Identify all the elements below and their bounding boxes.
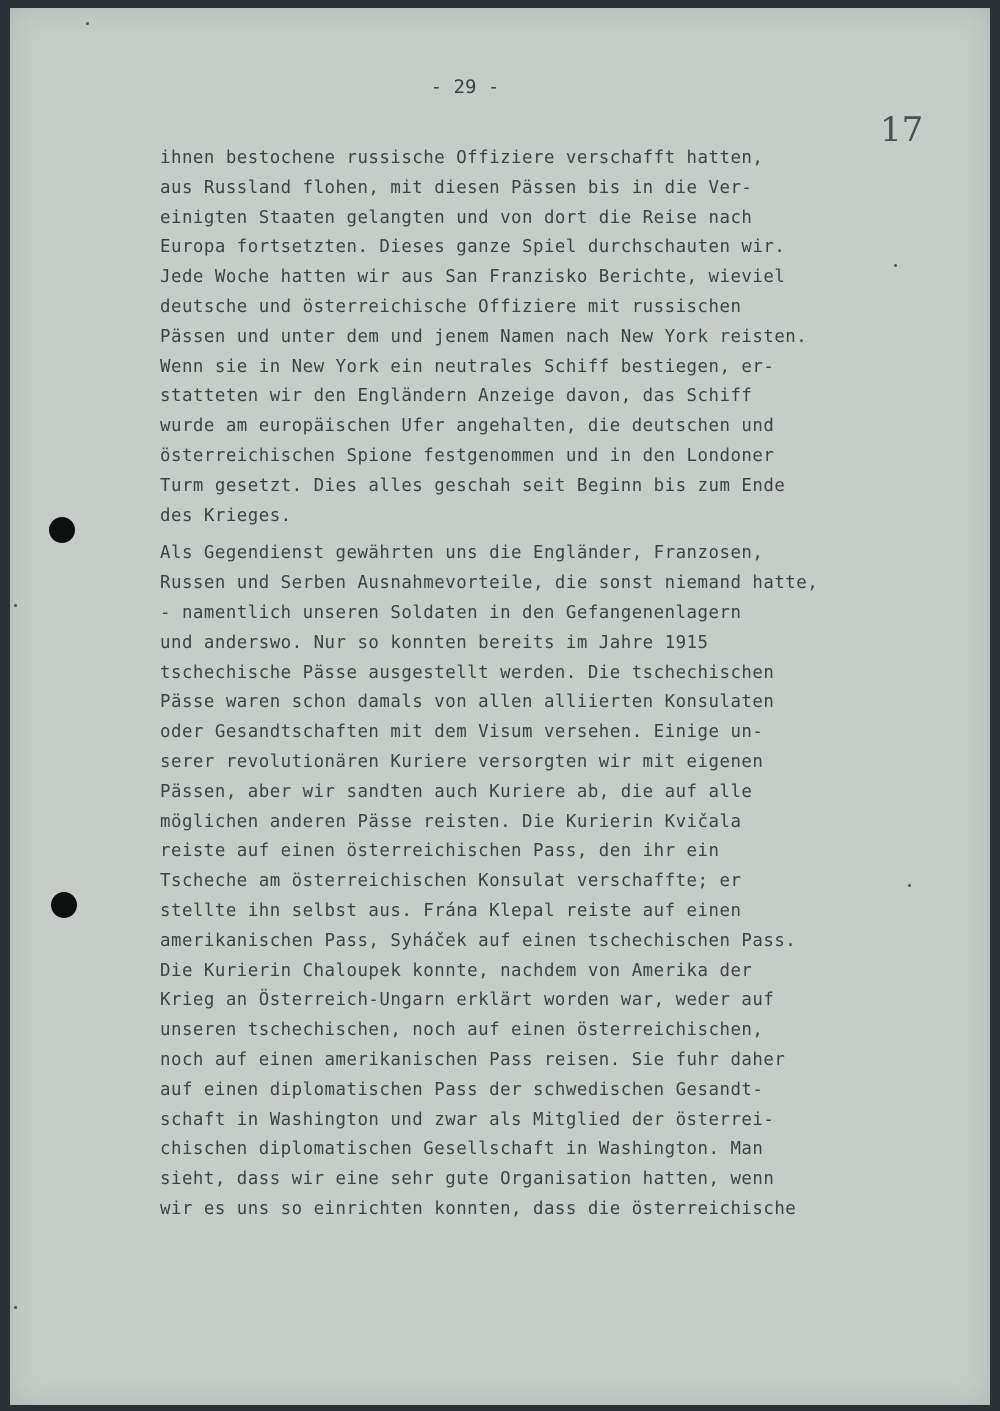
text-line: oder Gesandtschaften mit dem Visum versehen. Einige un-: [160, 722, 764, 743]
text-line: ihnen bestochene russische Offiziere verschafft hatten,: [160, 148, 764, 168]
text-line: Wenn sie in New York ein neutrales Schiff bestiegen, er-: [160, 356, 775, 377]
body-text: [160, 144, 900, 1225]
text-line: Pässen, aber wir sandten auch Kuriere ab, die auf alle: [160, 781, 753, 802]
text-line: schaft in Washington und zwar als Mitglied der österrei-: [160, 1109, 775, 1130]
text-line: Pässen und unter dem und jenem Namen nach New York reisten.: [160, 326, 808, 347]
paper-speck: [86, 22, 89, 25]
text-line: Russen und Serben Ausnahmevorteile, die sonst niemand hatte,: [160, 573, 819, 594]
text-line: Europa fortsetzten. Dieses ganze Spiel durchschauten wir.: [160, 237, 786, 258]
text-line: tschechische Pässe ausgestellt werden. Die tschechischen: [160, 662, 775, 683]
text-line: einigten Staaten gelangten und von dort die Reise nach: [160, 207, 753, 228]
text-line: deutsche und österreichische Offiziere mit russischen: [160, 296, 742, 317]
text-line: österreichischen Spione festgenommen und in den Londoner: [160, 445, 775, 466]
text-line: Die Kurierin Chaloupek konnte, nachdem von Amerika der: [160, 960, 753, 981]
text-line: sieht, dass wir eine sehr gute Organisation hatten, wenn: [160, 1169, 775, 1190]
text-line: statteten wir den Engländern Anzeige davon, das Schiff: [160, 386, 753, 407]
text-line: wurde am europäischen Ufer angehalten, die deutschen und: [160, 416, 775, 437]
paper-speck: [14, 604, 17, 607]
text-line: reiste auf einen österreichischen Pass, den ihr ein: [160, 841, 720, 862]
paragraph: [160, 144, 900, 531]
text-line: und anderswo. Nur so konnten bereits im Jahre 1915: [160, 632, 709, 653]
text-line: amerikanischen Pass, Syháček auf einen tschechischen Pass.: [160, 930, 797, 951]
text-line: stellte ihn selbst aus. Frána Klepal reiste auf einen: [160, 900, 742, 921]
text-line: Jede Woche hatten wir aus San Franzisko Berichte, wieviel: [160, 267, 786, 288]
paper-speck: [14, 1306, 17, 1309]
text-line: Turm gesetzt. Dies alles geschah seit Beginn bis zum Ende: [160, 475, 786, 496]
text-line: - namentlich unseren Soldaten in den Gefangenenlagern: [160, 602, 742, 623]
page-number: - 29 -: [430, 76, 500, 98]
text-line: des Krieges.: [160, 505, 292, 526]
text-line: wir es uns so einrichten konnten, dass die österreichische: [160, 1198, 797, 1219]
text-line: auf einen diplomatischen Pass der schwedischen Gesandt-: [160, 1079, 764, 1100]
text-line: unseren tschechischen, noch auf einen österreichischen,: [160, 1020, 764, 1041]
text-line: Als Gegendienst gewährten uns die Engländer, Franzosen,: [160, 543, 764, 564]
text-line: noch auf einen amerikanischen Pass reisen. Sie fuhr daher: [160, 1049, 786, 1070]
text-line: Tscheche am österreichischen Konsulat verschaffte; er: [160, 871, 742, 892]
text-line: serer revolutionären Kuriere versorgten wir mit eigenen: [160, 751, 764, 772]
text-line: aus Russland flohen, mit diesen Pässen bis in die Ver-: [160, 177, 753, 198]
text-line: möglichen anderen Pässe reisten. Die Kurierin Kvičala: [160, 811, 742, 832]
folio-number: 17: [880, 110, 924, 150]
paper-speck: [908, 884, 911, 887]
text-line: Pässe waren schon damals von allen alliierten Konsulaten: [160, 692, 775, 713]
punch-hole-top: [49, 517, 75, 543]
paragraph: [160, 539, 900, 1224]
punch-hole-bottom: [51, 892, 77, 918]
text-line: Krieg an Österreich-Ungarn erklärt worden war, weder auf: [160, 990, 775, 1011]
text-line: chischen diplomatischen Gesellschaft in Washington. Man: [160, 1139, 764, 1160]
